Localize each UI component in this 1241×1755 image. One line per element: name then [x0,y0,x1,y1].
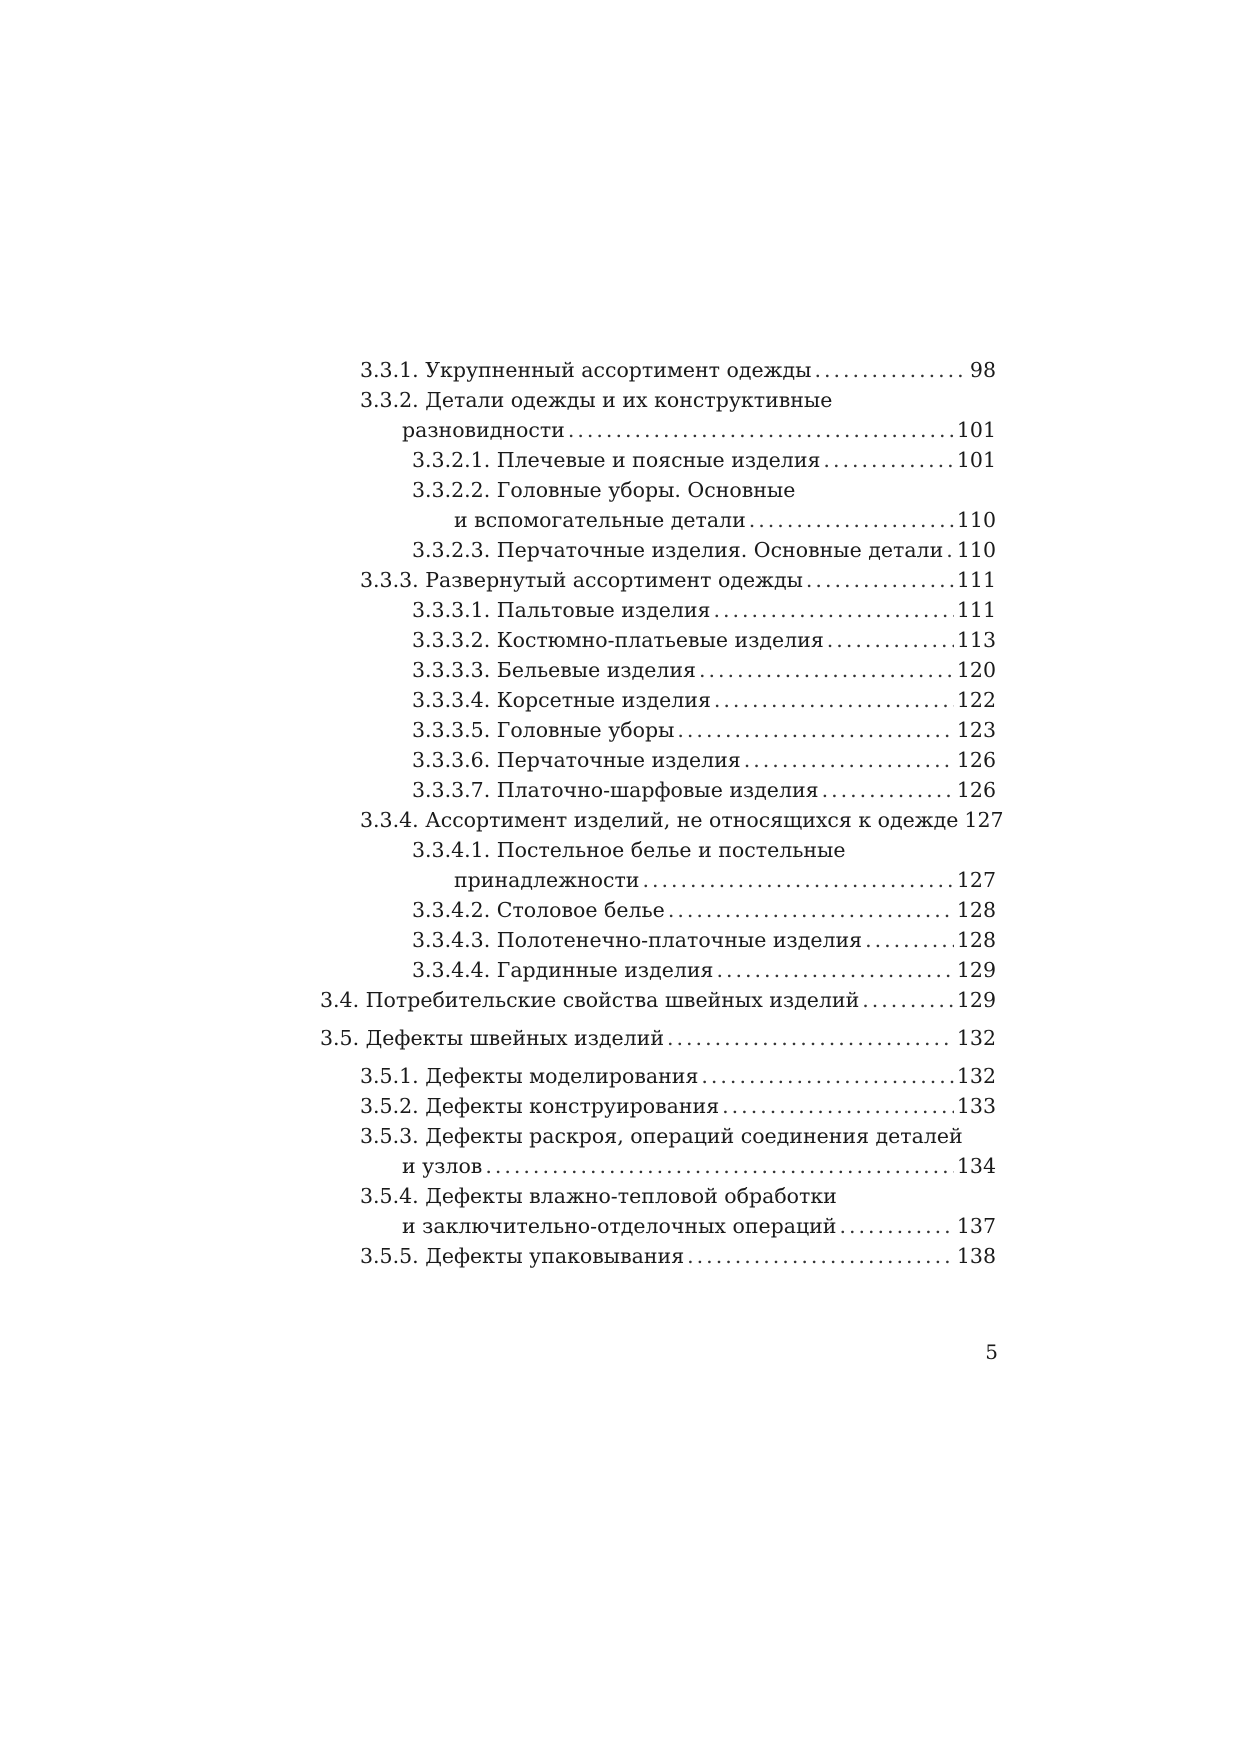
toc-entry-page: 110 [956,538,996,562]
dot-leader [806,565,954,595]
toc-entry-title: 3.3.4. Ассортимент изделий, не относящихся к одежде [360,808,959,832]
toc-entry [412,745,996,775]
toc-entry [412,625,996,655]
toc-entry-page: 137 [956,1214,996,1238]
toc-entry [360,385,996,445]
toc-entry-title: 3.5. Дефекты швейных изделий [320,1026,664,1050]
toc-entry [412,835,996,895]
toc-entry-page: 123 [956,718,996,742]
toc-entry-title: 3.3.2.2. Головные уборы. Основные [412,478,796,502]
dot-leader [722,1091,954,1121]
toc-entry [320,985,996,1015]
toc-entry-title: 3.3.3.5. Головные уборы [412,718,675,742]
toc-entry-title: 3.5.1. Дефекты моделирования [360,1064,699,1088]
dot-leader [716,955,953,985]
toc-entry-title: 3.3.3.7. Платочно-шарфовые изделия [412,778,819,802]
toc-entry [360,1121,996,1181]
dot-leader [677,715,953,745]
dot-leader [814,355,966,385]
toc-entry [412,715,996,745]
toc-entry-page: 129 [956,958,996,982]
dot-leader [865,925,954,955]
toc-entry-title: 3.5.2. Дефекты конструирования [360,1094,720,1118]
toc-entry-title: 3.3.2. Детали одежды и их конструктивные [360,388,833,412]
toc-entry [360,1091,996,1121]
dot-leader [822,775,954,805]
toc-entry-page: 138 [956,1244,996,1268]
dot-leader [701,1061,953,1091]
dot-leader [667,1023,954,1053]
toc-entry-title-continuation: и вспомогательные детали [454,508,746,532]
toc-entry-title: 3.4. Потребительские свойства швейных изделий [320,988,860,1012]
toc-entry [320,1023,996,1053]
toc-entry-title: 3.3.3. Развернутый ассортимент одежды [360,568,803,592]
dot-leader [823,445,953,475]
toc-entry-page: 110 [956,508,996,532]
toc-entry [360,1061,996,1091]
dot-leader [827,625,954,655]
toc-entry-page: 132 [956,1064,996,1088]
toc-entry-page: 129 [956,988,996,1012]
toc-entry-title-continuation: и заключительно-отделочных операций [402,1214,837,1238]
toc-entry-title: 3.5.3. Дефекты раскроя, операций соединения деталей [360,1124,963,1148]
toc-entry-title: 3.3.1. Укрупненный ассортимент одежды [360,358,812,382]
toc-entry-page: 101 [956,448,996,472]
toc-entry-title: 3.5.5. Дефекты упаковывания [360,1244,685,1268]
dot-leader [714,685,954,715]
dot-leader [839,1211,953,1241]
toc-entry [360,805,1004,835]
toc-entry [412,595,996,625]
dot-leader [699,655,954,685]
toc-entry [412,475,996,535]
toc-entry-title: 3.3.4.1. Постельное белье и постельные [412,838,846,862]
toc-entry-page: 126 [956,748,996,772]
toc-entry [360,1181,996,1241]
toc-entry-page: 120 [956,658,996,682]
toc-entry-title: 3.3.3.4. Корсетные изделия [412,688,711,712]
toc-entry [412,445,996,475]
dot-leader [668,895,954,925]
toc-entry-page: 101 [956,418,996,442]
dot-leader [568,415,954,445]
toc-entry [412,895,996,925]
toc-entry-title: 3.3.3.3. Бельевые изделия [412,658,696,682]
dot-leader [713,595,953,625]
dot-leader [485,1151,954,1181]
toc-entry-title: 3.3.4.2. Столовое белье [412,898,665,922]
toc-entry-page: 126 [956,778,996,802]
toc-entry-page: 111 [956,568,996,592]
dot-leader [642,865,953,895]
toc-entry-page: 127 [956,868,996,892]
toc-entry-title: 3.3.4.4. Гардинные изделия [412,958,714,982]
toc-entry-page: 127 [964,808,1004,832]
toc-entry-page: 113 [956,628,996,652]
toc-entry-page: 132 [956,1026,996,1050]
table-of-contents [320,355,1004,1271]
dot-leader [946,535,954,565]
dot-leader [749,505,954,535]
toc-entry [412,535,996,565]
dot-leader [687,1241,954,1271]
toc-entry-title: 3.3.3.1. Пальтовые изделия [412,598,711,622]
toc-entry-page: 128 [956,928,996,952]
toc-entry-title-continuation: и узлов [402,1154,483,1178]
toc-entry-page: 133 [956,1094,996,1118]
page-number: 5 [985,1340,998,1364]
toc-entry-page: 134 [956,1154,996,1178]
toc-entry-title-continuation: принадлежности [454,868,640,892]
toc-entry-title: 3.3.2.1. Плечевые и поясные изделия [412,448,821,472]
toc-entry [360,355,996,385]
dot-leader [744,745,954,775]
toc-entry-title: 3.3.2.3. Перчаточные изделия. Основные детали [412,538,944,562]
toc-entry-title-continuation: разновидности [402,418,565,442]
toc-entry [412,655,996,685]
toc-entry [412,775,996,805]
toc-entry [412,685,996,715]
toc-entry-page: 111 [956,598,996,622]
dot-leader [862,985,954,1015]
toc-entry [360,565,996,595]
toc-entry-page: 128 [956,898,996,922]
toc-entry-title: 3.3.3.6. Перчаточные изделия [412,748,741,772]
toc-entry [412,925,996,955]
toc-entry [412,955,996,985]
toc-entry-title: 3.3.4.3. Полотенечно-платочные изделия [412,928,863,952]
toc-entry-title: 3.3.3.2. Костюмно-платьевые изделия [412,628,824,652]
toc-entry-title: 3.5.4. Дефекты влажно-тепловой обработки [360,1184,837,1208]
toc-entry [360,1241,996,1271]
toc-entry-page: 98 [969,358,996,382]
toc-entry-page: 122 [956,688,996,712]
